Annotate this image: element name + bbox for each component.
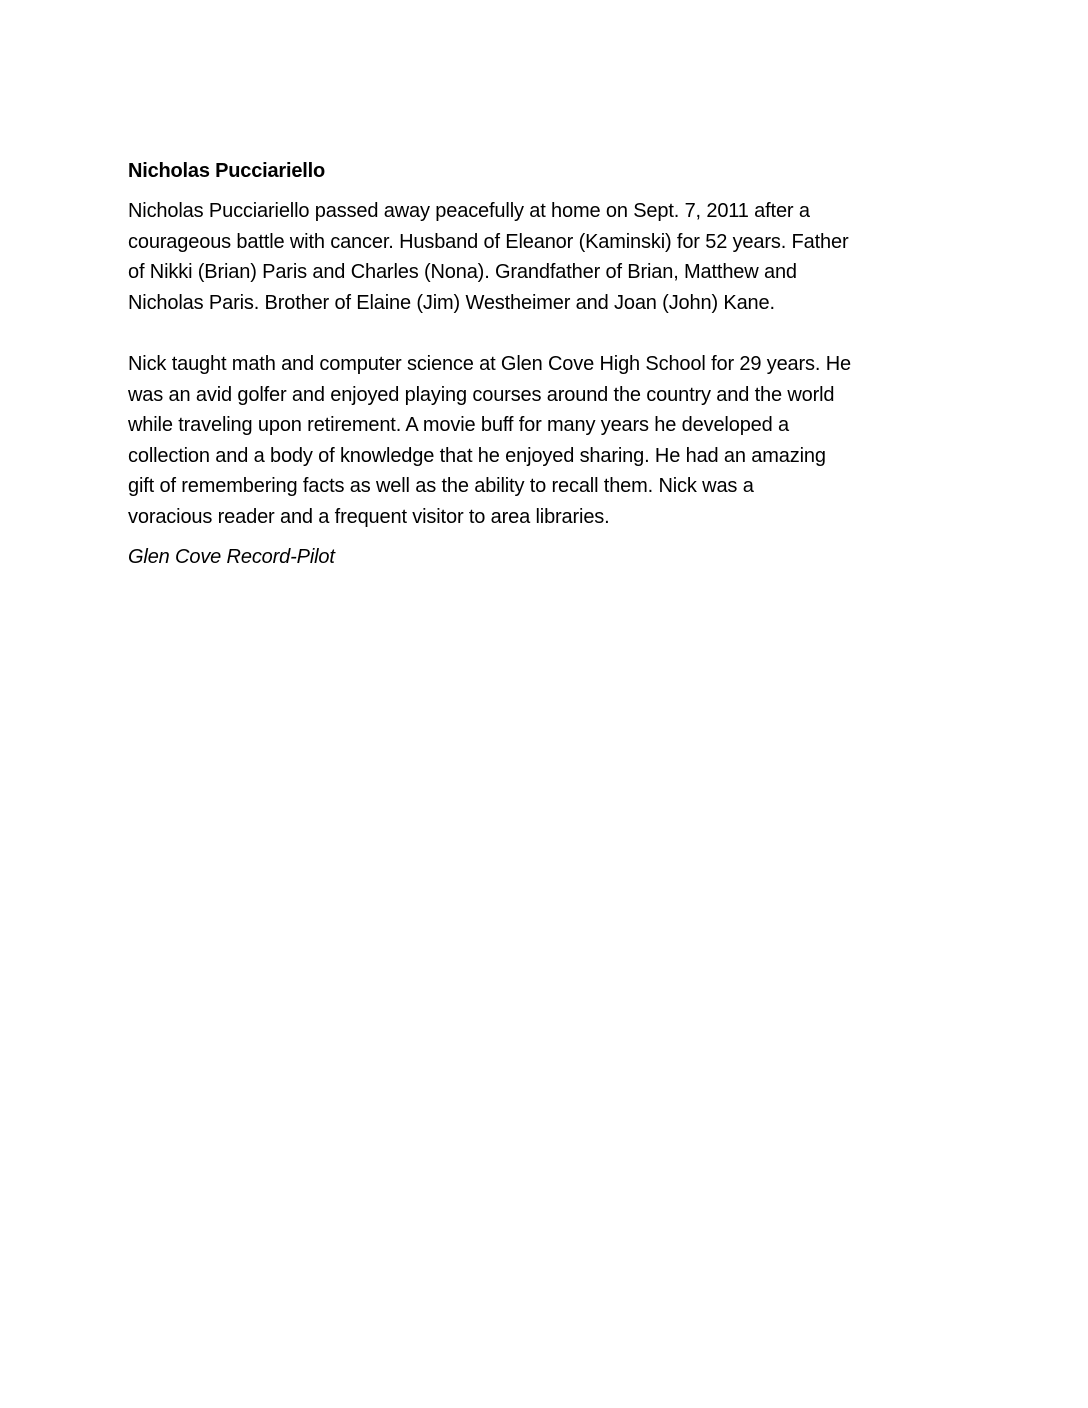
- text-line: voracious reader and a frequent visitor to area libraries.: [128, 505, 610, 528]
- obituary-paragraph-family: [128, 196, 968, 318]
- text-line: of Nikki (Brian) Paris and Charles (Nona). Grandfather of Brian, Matthew and: [128, 261, 797, 283]
- text-line: Nicholas Paris. Brother of Elaine (Jim) Westheimer and Joan (John) Kane.: [128, 291, 775, 314]
- text-line: was an avid golfer and enjoyed playing courses around the country and the world: [128, 383, 835, 406]
- obituary-title: Nicholas Pucciariello: [128, 160, 325, 182]
- obituary-content: [128, 156, 968, 572]
- obituary-source: Glen Cove Record-Pilot: [128, 546, 335, 568]
- text-line: Nicholas Pucciariello passed away peacefully at home on Sept. 7, 2011 after a: [128, 200, 810, 222]
- text-line: gift of remembering facts as well as the ability to recall them. Nick was a: [128, 475, 754, 497]
- text-line: while traveling upon retirement. A movie buff for many years he developed a: [128, 414, 789, 436]
- text-line: collection and a body of knowledge that he enjoyed sharing. He had an amazing: [128, 444, 826, 467]
- obituary-paragraph-biography: [128, 349, 968, 532]
- text-line: courageous battle with cancer. Husband of Eleanor (Kaminski) for 52 years. Father: [128, 230, 849, 253]
- text-line: Nick taught math and computer science at Glen Cove High School for 29 years. He: [128, 353, 851, 375]
